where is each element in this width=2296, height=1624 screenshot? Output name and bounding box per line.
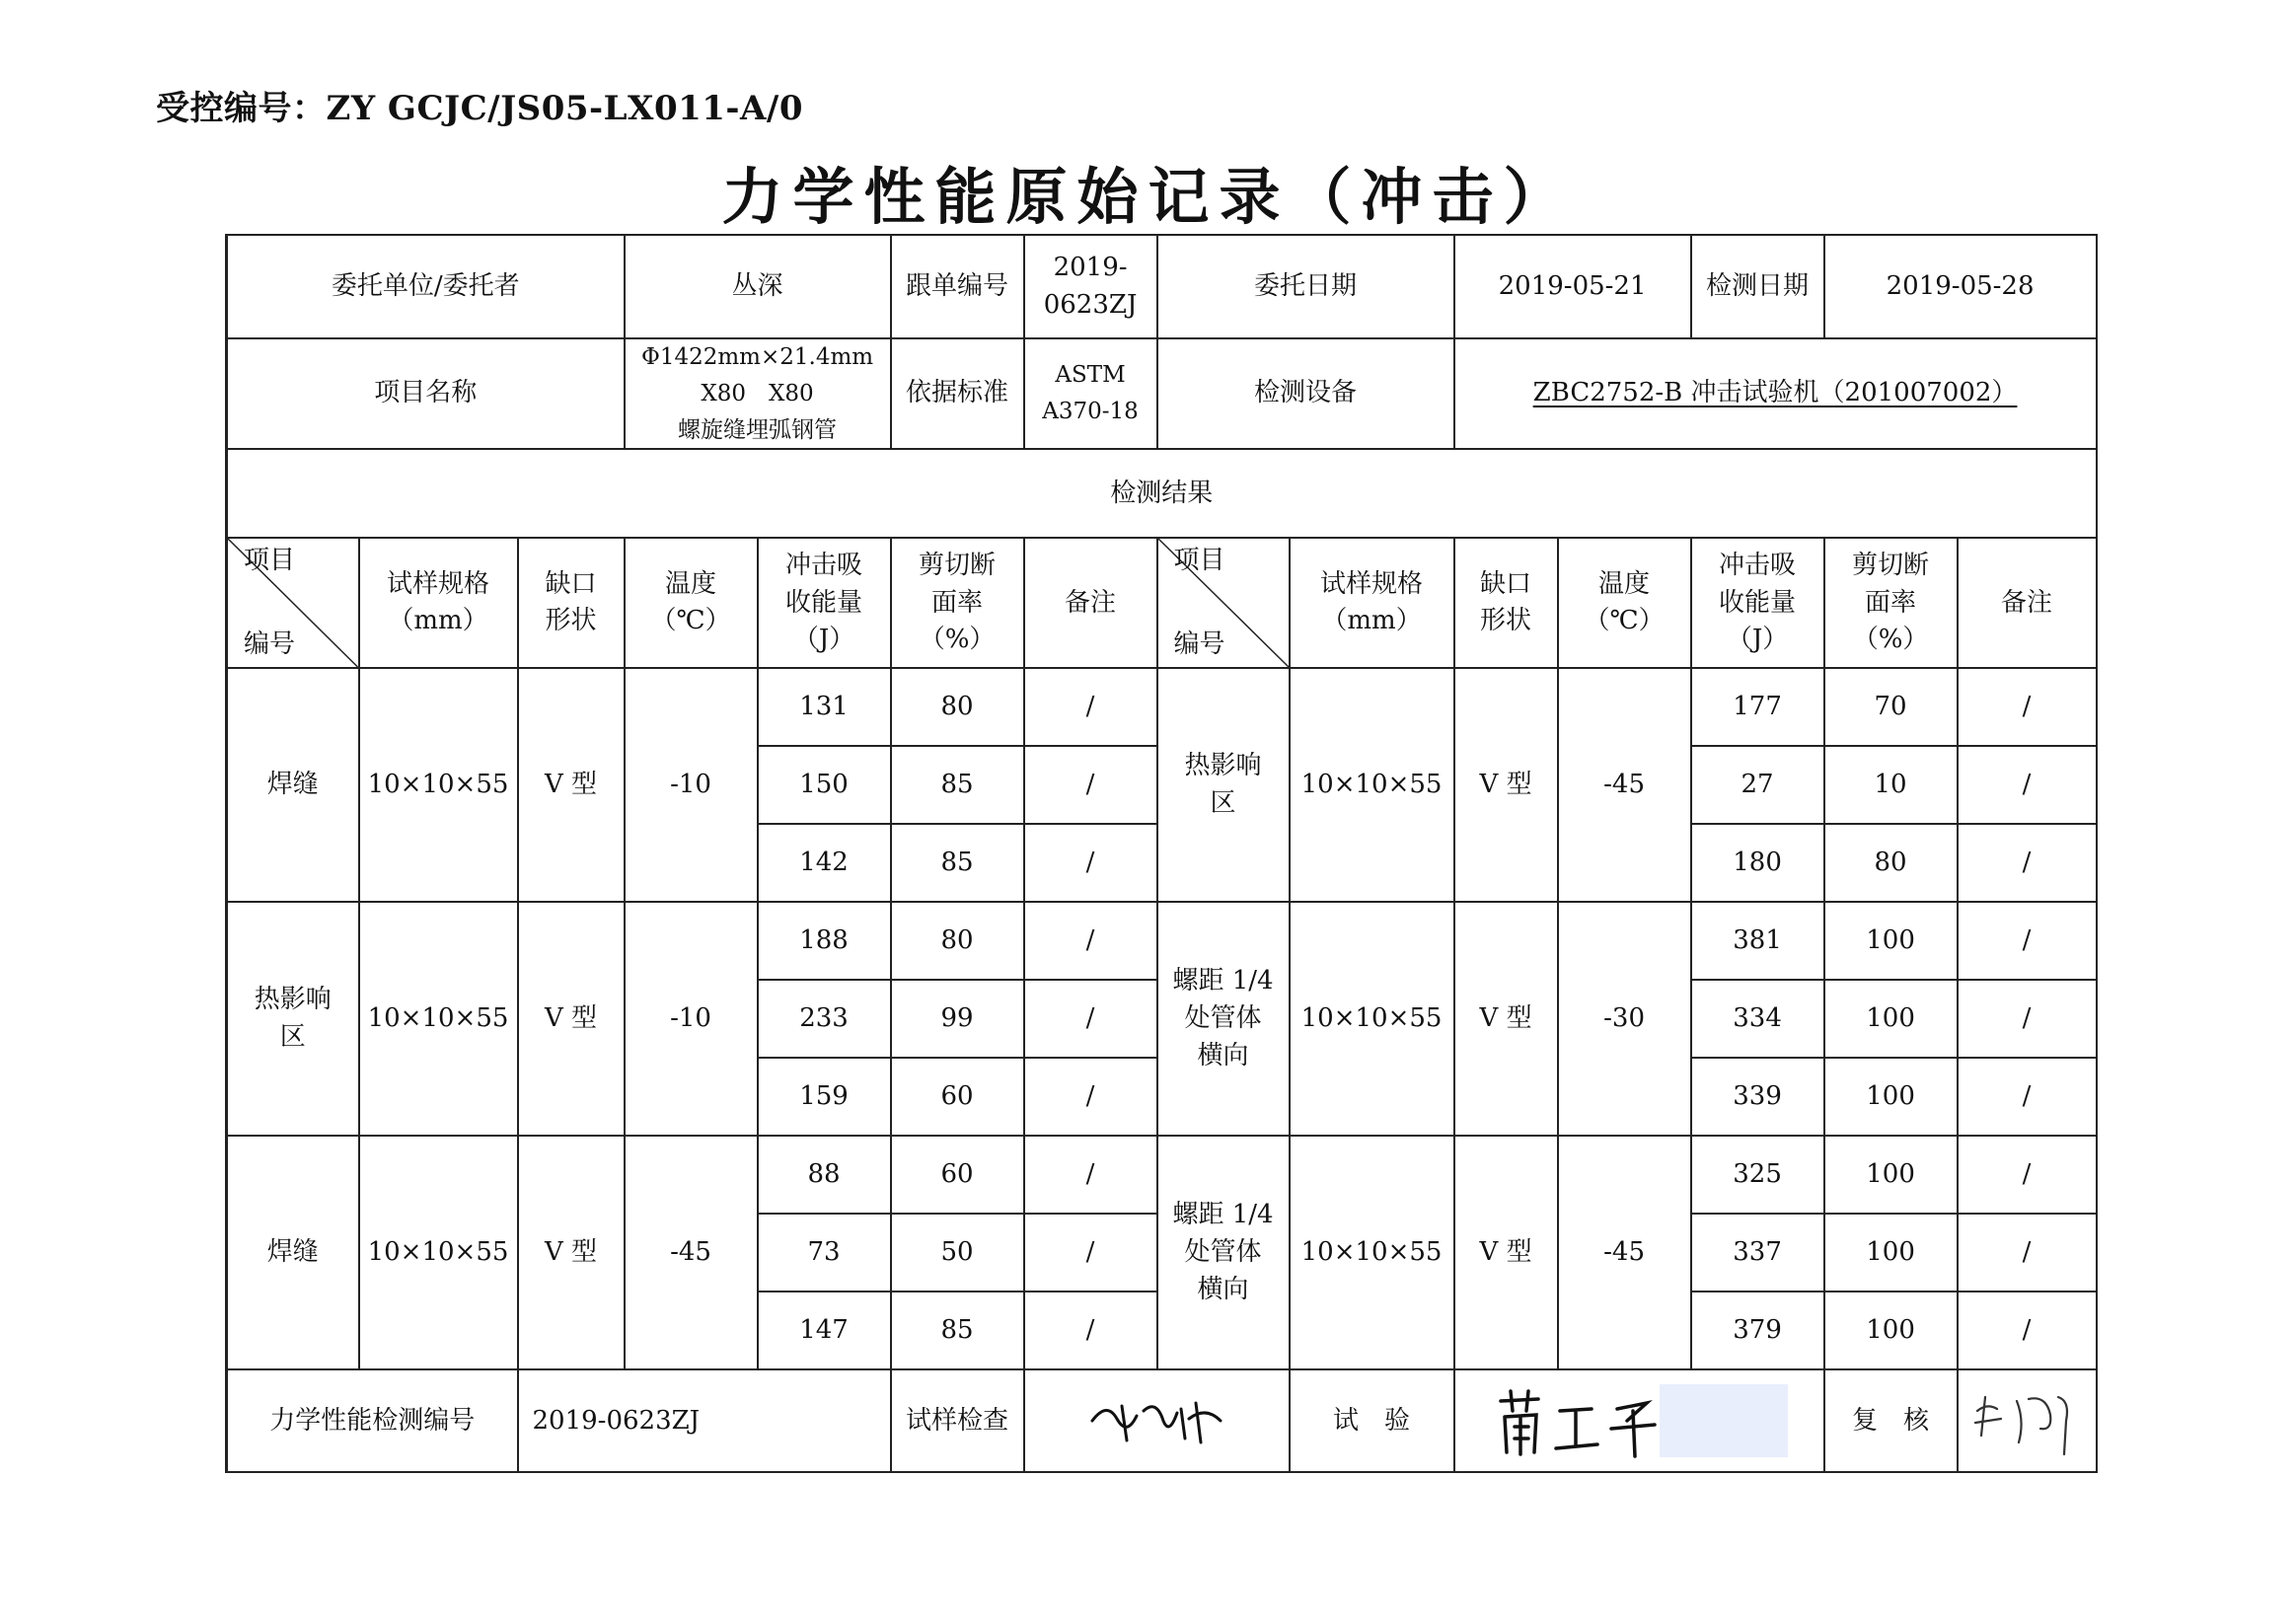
energy-header-right bbox=[1691, 538, 1824, 668]
inspection-signature-image bbox=[1082, 1391, 1230, 1450]
remark-cell: / bbox=[1958, 902, 2097, 980]
test-date-label: 检测日期 bbox=[1691, 235, 1824, 338]
energy-cell: 339 bbox=[1691, 1058, 1824, 1136]
remark-cell: / bbox=[1024, 1292, 1157, 1369]
table-row bbox=[227, 1136, 2097, 1214]
item-cell bbox=[1157, 668, 1290, 902]
item-line: 横向 bbox=[1197, 1040, 1249, 1070]
spec-cell: 10×10×55 bbox=[359, 902, 518, 1136]
shear-cell: 100 bbox=[1824, 1214, 1958, 1292]
notch-header-line2: 形状 bbox=[1480, 606, 1532, 636]
remark-cell: / bbox=[1958, 1058, 2097, 1136]
inspection-label: 试样检查 bbox=[891, 1369, 1024, 1472]
commission-date-value: 2019-05-21 bbox=[1454, 235, 1691, 338]
spec-header-line1: 试样规格 bbox=[1320, 568, 1424, 599]
item-header-top: 项目 bbox=[1173, 546, 1225, 576]
spec-cell: 10×10×55 bbox=[1290, 1136, 1454, 1369]
table-row bbox=[227, 668, 2097, 746]
equipment-value-text: ZBC2752-B 冲击试验机（201007002） bbox=[1532, 378, 2018, 408]
energy-cell: 337 bbox=[1691, 1214, 1824, 1292]
notch-cell: V 型 bbox=[518, 902, 625, 1136]
notch-cell: V 型 bbox=[1454, 902, 1558, 1136]
test-signature bbox=[1454, 1369, 1824, 1472]
temp-header-line2: （℃） bbox=[1584, 606, 1665, 636]
shear-header-line2: 面率 bbox=[1865, 587, 1917, 618]
notch-cell: V 型 bbox=[1454, 668, 1558, 902]
signature-row bbox=[227, 1369, 2097, 1472]
item-cell bbox=[227, 902, 359, 1136]
item-number-header-left bbox=[227, 538, 359, 668]
energy-header-line2: 收能量 bbox=[1719, 587, 1797, 618]
shear-cell: 85 bbox=[891, 1292, 1024, 1369]
document-title: 力学性能原始记录（冲击） bbox=[721, 161, 1575, 233]
item-line: 区 bbox=[279, 1021, 306, 1052]
redaction-block bbox=[1660, 1384, 1788, 1457]
temp-header-left bbox=[625, 538, 758, 668]
table-row bbox=[227, 902, 2097, 980]
review-label: 复 核 bbox=[1824, 1369, 1958, 1472]
impact-record-table bbox=[225, 234, 2098, 1473]
energy-cell: 88 bbox=[758, 1136, 891, 1214]
item-cell bbox=[227, 1136, 359, 1369]
spec-cell: 10×10×55 bbox=[359, 1136, 518, 1369]
energy-header-line1: 冲击吸 bbox=[1719, 550, 1797, 580]
number-header-bottom: 编号 bbox=[1173, 628, 1225, 659]
energy-header-line2: 收能量 bbox=[785, 587, 863, 618]
energy-cell: 177 bbox=[1691, 668, 1824, 746]
spec-header-line2: （mm） bbox=[388, 606, 488, 636]
energy-cell: 180 bbox=[1691, 824, 1824, 902]
temp-cell: -45 bbox=[1558, 1136, 1691, 1369]
shear-header-left bbox=[891, 538, 1024, 668]
shear-header-line3: （%） bbox=[1852, 625, 1929, 655]
item-line: 横向 bbox=[1197, 1274, 1249, 1304]
shear-cell: 60 bbox=[891, 1058, 1024, 1136]
remark-cell: / bbox=[1958, 980, 2097, 1058]
remark-cell: / bbox=[1024, 902, 1157, 980]
remark-cell: / bbox=[1958, 1292, 2097, 1369]
shear-cell: 70 bbox=[1824, 668, 1958, 746]
notch-cell: V 型 bbox=[518, 668, 625, 902]
inspection-signature bbox=[1024, 1369, 1290, 1472]
test-number-label: 力学性能检测编号 bbox=[227, 1369, 518, 1472]
info-row-2 bbox=[227, 338, 2097, 449]
standard-value: ASTM A370-18 bbox=[1024, 338, 1157, 449]
remark-cell: / bbox=[1024, 1214, 1157, 1292]
remark-cell: / bbox=[1958, 1214, 2097, 1292]
standard-label: 依据标准 bbox=[891, 338, 1024, 449]
project-value bbox=[625, 338, 897, 449]
item-cell bbox=[1157, 1136, 1290, 1369]
notch-header-line1: 缺口 bbox=[545, 568, 597, 599]
remark-cell: / bbox=[1024, 1058, 1157, 1136]
client-label: 委托单位/委托者 bbox=[227, 235, 625, 338]
energy-header-line1: 冲击吸 bbox=[785, 550, 863, 580]
remark-cell: / bbox=[1024, 980, 1157, 1058]
temp-cell: -30 bbox=[1558, 902, 1691, 1136]
item-number-header-right bbox=[1157, 538, 1290, 668]
energy-cell: 325 bbox=[1691, 1136, 1824, 1214]
remark-cell: / bbox=[1958, 1136, 2097, 1214]
temp-cell: -45 bbox=[625, 1136, 758, 1369]
remark-header-left: 备注 bbox=[1024, 538, 1157, 668]
energy-cell: 142 bbox=[758, 824, 891, 902]
control-number: 受控编号：ZY GCJC/JS05-LX011-A/0 bbox=[156, 89, 803, 128]
shear-header-line1: 剪切断 bbox=[919, 550, 997, 580]
item-line: 螺距 1/4 bbox=[1172, 966, 1274, 997]
results-heading-row bbox=[227, 449, 2097, 538]
remark-cell: / bbox=[1024, 668, 1157, 746]
energy-header-left bbox=[758, 538, 891, 668]
energy-cell: 334 bbox=[1691, 980, 1824, 1058]
remark-cell: / bbox=[1958, 668, 2097, 746]
spec-header-left bbox=[359, 538, 518, 668]
shear-cell: 10 bbox=[1824, 746, 1958, 824]
notch-header-line1: 缺口 bbox=[1480, 568, 1532, 599]
shear-header-line1: 剪切断 bbox=[1852, 550, 1930, 580]
notch-header-line2: 形状 bbox=[545, 606, 597, 636]
equipment-label: 检测设备 bbox=[1157, 338, 1454, 449]
remark-header-right: 备注 bbox=[1958, 538, 2097, 668]
shear-cell: 80 bbox=[891, 668, 1024, 746]
remark-cell: / bbox=[1958, 746, 2097, 824]
review-signature-image bbox=[1967, 1381, 2086, 1460]
notch-cell: V 型 bbox=[518, 1136, 625, 1369]
remark-cell: / bbox=[1024, 1136, 1157, 1214]
spec-cell: 10×10×55 bbox=[1290, 902, 1454, 1136]
shear-cell: 80 bbox=[1824, 824, 1958, 902]
shear-cell: 85 bbox=[891, 746, 1024, 824]
energy-cell: 159 bbox=[758, 1058, 891, 1136]
number-header-bottom: 编号 bbox=[244, 628, 296, 659]
item-line: 处管体 bbox=[1184, 1003, 1262, 1034]
item-line: 处管体 bbox=[1184, 1237, 1262, 1268]
results-heading: 检测结果 bbox=[227, 449, 2097, 538]
project-value-line1: Φ1422mm×21.4mm X80 X80 bbox=[640, 344, 897, 406]
shear-cell: 100 bbox=[1824, 1058, 1958, 1136]
shear-cell: 50 bbox=[891, 1214, 1024, 1292]
energy-cell: 27 bbox=[1691, 746, 1824, 824]
shear-header-right bbox=[1824, 538, 1958, 668]
energy-cell: 381 bbox=[1691, 902, 1824, 980]
item-line: 焊缝 bbox=[266, 770, 319, 800]
item-line: 焊缝 bbox=[266, 1237, 319, 1268]
shear-header-line3: （%） bbox=[919, 625, 996, 655]
item-line: 热影响 bbox=[1184, 751, 1262, 781]
shear-cell: 60 bbox=[891, 1136, 1024, 1214]
temp-cell: -45 bbox=[1558, 668, 1691, 902]
energy-cell: 379 bbox=[1691, 1292, 1824, 1369]
shear-cell: 100 bbox=[1824, 1136, 1958, 1214]
energy-cell: 150 bbox=[758, 746, 891, 824]
project-value-line2: 螺旋缝埋弧钢管 bbox=[678, 416, 838, 443]
client-value: 丛深 bbox=[625, 235, 891, 338]
remark-cell: / bbox=[1024, 746, 1157, 824]
remark-cell: / bbox=[1958, 824, 2097, 902]
shear-cell: 99 bbox=[891, 980, 1024, 1058]
test-date-value: 2019-05-28 bbox=[1824, 235, 2097, 338]
remark-cell: / bbox=[1024, 824, 1157, 902]
item-line: 螺距 1/4 bbox=[1172, 1200, 1274, 1230]
test-signature-image bbox=[1489, 1381, 1686, 1460]
shear-cell: 85 bbox=[891, 824, 1024, 902]
shear-cell: 100 bbox=[1824, 980, 1958, 1058]
shear-cell: 100 bbox=[1824, 1292, 1958, 1369]
item-line: 热影响 bbox=[254, 985, 332, 1015]
item-cell bbox=[227, 668, 359, 902]
notch-header-left bbox=[518, 538, 625, 668]
notch-header-right bbox=[1454, 538, 1558, 668]
shear-header-line2: 面率 bbox=[931, 587, 984, 618]
energy-cell: 233 bbox=[758, 980, 891, 1058]
energy-header-line3: （J） bbox=[792, 625, 855, 655]
spec-header-line1: 试样规格 bbox=[386, 568, 489, 599]
item-header-top: 项目 bbox=[244, 546, 296, 576]
temp-header-right bbox=[1558, 538, 1691, 668]
test-number-value: 2019-0623ZJ bbox=[518, 1369, 891, 1472]
energy-cell: 131 bbox=[758, 668, 891, 746]
temp-header-line2: （℃） bbox=[650, 606, 731, 636]
temp-header-line1: 温度 bbox=[665, 568, 717, 599]
temp-cell: -10 bbox=[625, 902, 758, 1136]
shear-cell: 100 bbox=[1824, 902, 1958, 980]
test-label: 试 验 bbox=[1290, 1369, 1454, 1472]
shear-cell: 80 bbox=[891, 902, 1024, 980]
energy-cell: 73 bbox=[758, 1214, 891, 1292]
tracking-label bbox=[891, 235, 1024, 338]
spec-header-right bbox=[1290, 538, 1454, 668]
tracking-label-text: 跟单编号 bbox=[906, 270, 1009, 301]
temp-cell: -10 bbox=[625, 668, 758, 902]
energy-cell: 147 bbox=[758, 1292, 891, 1369]
item-line: 区 bbox=[1210, 787, 1236, 818]
tracking-value: 2019-0623ZJ bbox=[1024, 235, 1157, 338]
spec-header-line2: （mm） bbox=[1321, 606, 1422, 636]
energy-cell: 188 bbox=[758, 902, 891, 980]
review-signature bbox=[1958, 1369, 2097, 1472]
project-label: 项目名称 bbox=[227, 338, 625, 449]
commission-date-label: 委托日期 bbox=[1157, 235, 1454, 338]
notch-cell: V 型 bbox=[1454, 1136, 1558, 1369]
spec-cell: 10×10×55 bbox=[359, 668, 518, 902]
equipment-value bbox=[1454, 338, 2097, 449]
energy-header-line3: （J） bbox=[1726, 625, 1789, 655]
spec-cell: 10×10×55 bbox=[1290, 668, 1454, 902]
info-row-1 bbox=[227, 235, 2097, 338]
item-cell bbox=[1157, 902, 1290, 1136]
temp-header-line1: 温度 bbox=[1598, 568, 1651, 599]
column-header-row bbox=[227, 538, 2097, 668]
